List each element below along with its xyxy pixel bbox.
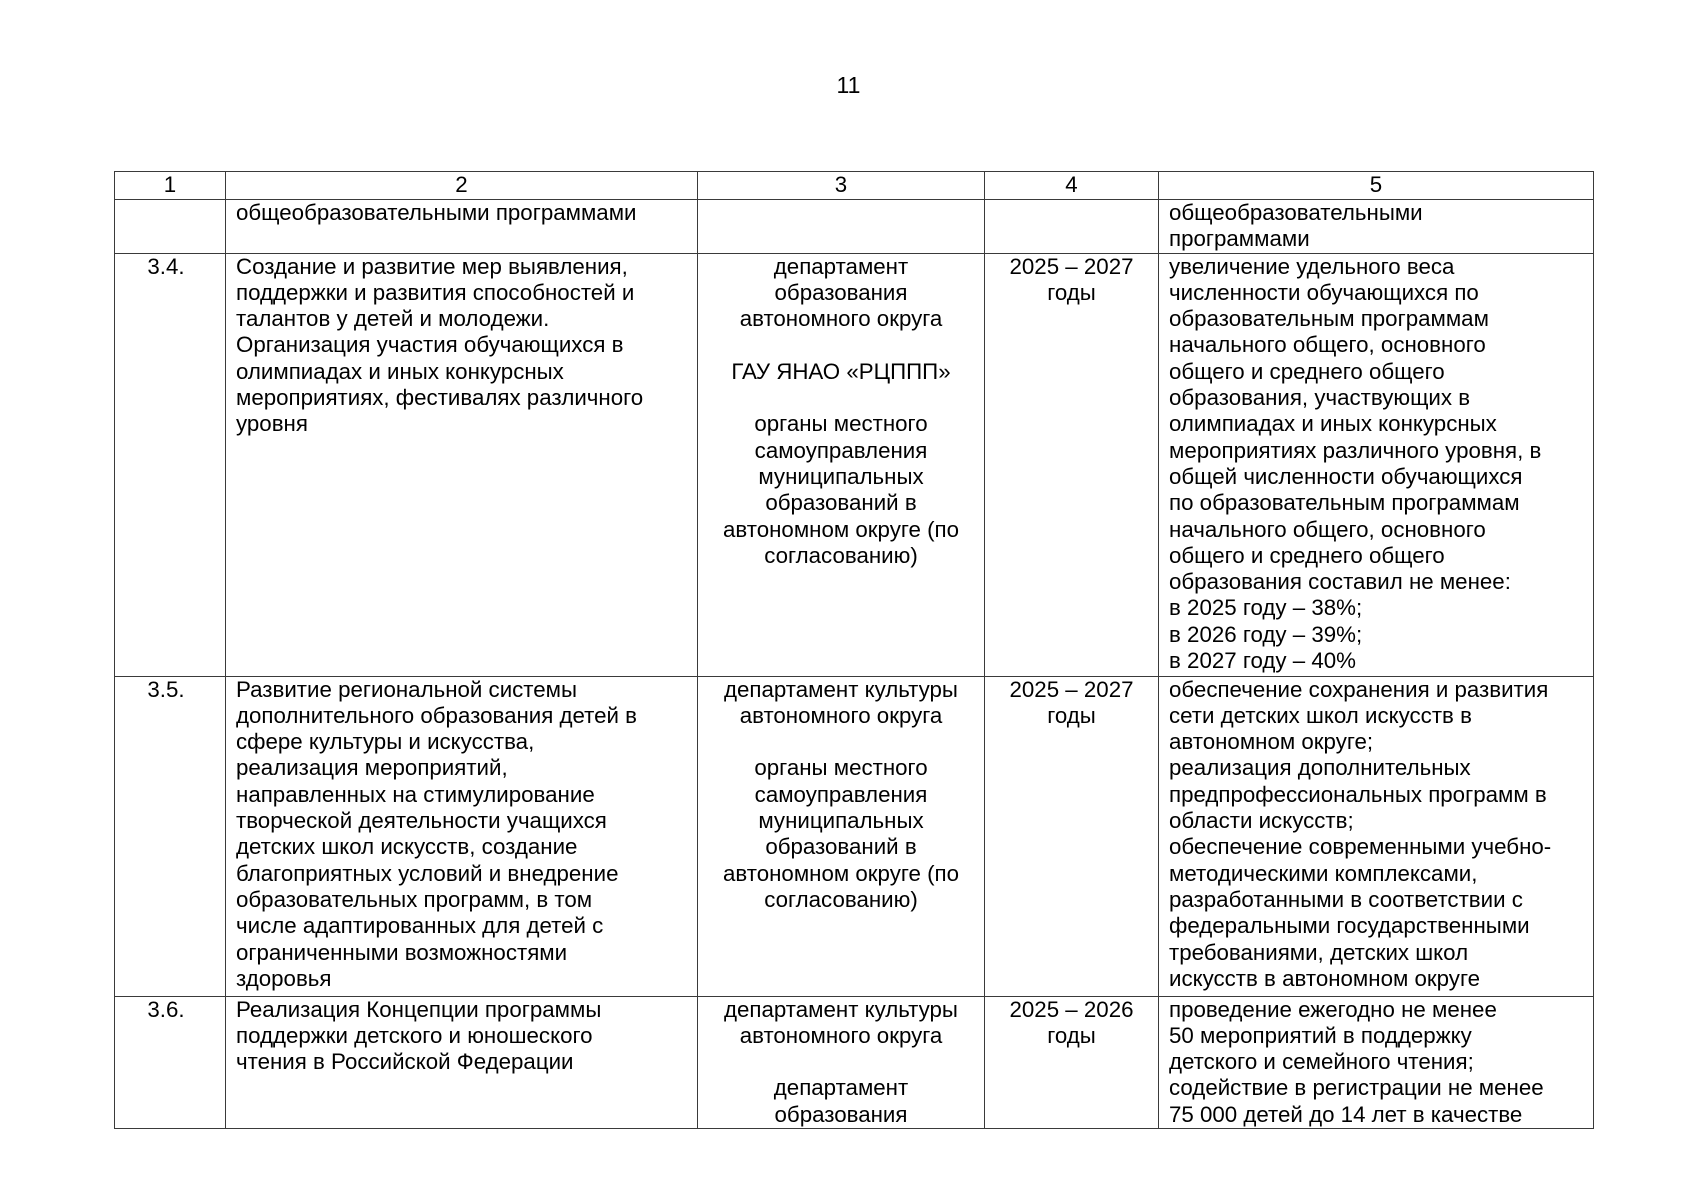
header-cell-3: 3 [698, 172, 985, 200]
table-row [115, 676, 1594, 996]
text-line: органы местного [754, 411, 928, 437]
text-line: автономном округе; [1169, 729, 1374, 755]
block-gap [708, 385, 974, 411]
text-line: образовательных программ, в том [236, 886, 593, 912]
text-line: образования [774, 1101, 908, 1127]
text-line: годы [1047, 1022, 1096, 1048]
row-number-cell: 3.5. [115, 676, 226, 996]
row-number-cell: 3.4. [115, 253, 226, 676]
text-line: департамент [773, 253, 909, 279]
text-line: департамент культуры [724, 996, 958, 1022]
text-line: содействие в регистрации не менее [1169, 1075, 1544, 1101]
text-line: 2025 – 2027 [1009, 253, 1134, 279]
term-cell [985, 253, 1159, 676]
text-line: годы [1047, 702, 1096, 728]
responsible-cell [698, 676, 985, 996]
text-line: годы [1047, 279, 1096, 305]
measure-cell [226, 676, 698, 996]
text-line: самоуправления [754, 437, 928, 463]
text-line: ограниченными возможностями [236, 939, 568, 965]
responsible-cell [698, 253, 985, 676]
result-cell [1159, 676, 1594, 996]
row-number-cell: 3.6. [115, 996, 226, 1128]
block-gap [708, 1049, 974, 1075]
continuation-row [115, 200, 1594, 254]
text-line: по образовательным программам [1169, 490, 1520, 516]
text-line: разработанными в соответствии с [1169, 886, 1523, 912]
result-cell [1159, 996, 1594, 1128]
text-line: автономного округа [739, 702, 943, 728]
text-line: 75 000 детей до 14 лет в качестве [1169, 1101, 1523, 1127]
text-line: общего и среднего общего [1169, 542, 1445, 568]
text-line: образования [774, 279, 908, 305]
text-line: муниципальных [758, 463, 924, 489]
continuation-measure-cell: общеобразовательными программами [226, 200, 698, 254]
text-line: автономном округе (по [723, 516, 959, 542]
text-line: автономном округе (по [723, 860, 959, 886]
block-gap [708, 729, 974, 755]
text-line: реализация мероприятий, [236, 755, 508, 781]
block-gap [708, 332, 974, 358]
measures-table [114, 171, 1594, 1129]
result-line: общеобразовательными [1169, 200, 1423, 225]
text-line: методическими комплексами, [1169, 860, 1478, 886]
text-line: увеличение удельного веса [1169, 253, 1455, 279]
text-line: Организация участия обучающихся в [236, 332, 624, 358]
text-line: искусств в автономном округе [1169, 965, 1480, 991]
text-line: олимпиадах и иных конкурсных [1169, 411, 1497, 437]
text-line: начального общего, основного [1169, 332, 1486, 358]
text-line: сфере культуры и искусства, [236, 729, 535, 755]
text-line: мероприятиях, фестивалях различного [236, 385, 644, 411]
text-line: муниципальных [758, 808, 924, 834]
measure-cell [226, 996, 698, 1128]
text-line: образования составил не менее: [1169, 569, 1511, 595]
text-line: общей численности обучающихся [1169, 463, 1523, 489]
result-line: программами [1169, 226, 1310, 252]
text-line: органы местного [754, 755, 928, 781]
text-line: 2025 – 2026 [1009, 996, 1134, 1022]
text-line: реализация дополнительных [1169, 755, 1471, 781]
text-line: благоприятных условий и внедрение [236, 860, 619, 886]
text-line: талантов у детей и молодежи. [236, 306, 550, 332]
text-line: области искусств; [1169, 808, 1354, 834]
term-cell [985, 996, 1159, 1128]
text-line: детского и семейного чтения; [1169, 1049, 1474, 1075]
text-line: в 2025 году – 38%; [1169, 595, 1363, 621]
header-cell-1: 1 [115, 172, 226, 200]
text-line: Развитие региональной системы [236, 676, 578, 702]
text-line: автономного округа [739, 306, 943, 332]
table-header-row [115, 172, 1594, 200]
text-line: согласованию) [764, 886, 918, 912]
text-line: образований в [765, 490, 917, 516]
measure-cell [226, 253, 698, 676]
text-line: департамент [773, 1075, 909, 1101]
text-line: уровня [236, 411, 308, 437]
page-number: 11 [836, 72, 861, 98]
text-line: образования, участвующих в [1169, 385, 1471, 411]
text-line: дополнительного образования детей в [236, 702, 638, 728]
text-line: мероприятиях различного уровня, в [1169, 437, 1542, 463]
continuation-result-cell [1159, 200, 1594, 254]
responsible-cell [698, 996, 985, 1128]
header-cell-2: 2 [226, 172, 698, 200]
continuation-num-cell [115, 200, 226, 254]
text-line: здоровья [236, 965, 332, 991]
header-cell-4: 4 [985, 172, 1159, 200]
text-line: образовательным программам [1169, 306, 1489, 332]
text-line: предпрофессиональных программ в [1169, 781, 1547, 807]
text-line: ГАУ ЯНАО «РЦППП» [731, 358, 951, 384]
text-line: обеспечение современными учебно- [1169, 834, 1552, 860]
text-line: направленных на стимулирование [236, 781, 595, 807]
text-line: проведение ежегодно не менее [1169, 996, 1497, 1022]
text-line: департамент культуры [724, 676, 958, 702]
text-line: чтения в Российской Федерации [236, 1049, 574, 1075]
text-line: автономного округа [739, 1022, 943, 1048]
text-line: поддержки детского и юношеского [236, 1022, 593, 1048]
text-line: федеральными государственными [1169, 913, 1530, 939]
text-line: общего и среднего общего [1169, 358, 1445, 384]
continuation-responsible-cell [698, 200, 985, 254]
text-line: числе адаптированных для детей с [236, 913, 604, 939]
table-row [115, 996, 1594, 1128]
text-line: сети детских школ искусств в [1169, 702, 1472, 728]
text-line: в 2026 году – 39%; [1169, 621, 1363, 647]
text-line: Реализация Концепции программы [236, 996, 602, 1022]
text-line: творческой деятельности учащихся [236, 808, 607, 834]
text-line: поддержки и развития способностей и [236, 279, 635, 305]
text-line: 2025 – 2027 [1009, 676, 1134, 702]
text-line: образований в [765, 834, 917, 860]
term-cell [985, 676, 1159, 996]
text-line: олимпиадах и иных конкурсных [236, 358, 564, 384]
text-line: начального общего, основного [1169, 516, 1486, 542]
result-cell [1159, 253, 1594, 676]
table-row [115, 253, 1594, 676]
text-line: Создание и развитие мер выявления, [236, 253, 628, 279]
text-line: обеспечение сохранения и развития [1169, 676, 1549, 702]
text-line: численности обучающихся по [1169, 279, 1479, 305]
text-line: в 2027 году – 40% [1169, 648, 1356, 674]
header-cell-5: 5 [1159, 172, 1594, 200]
text-line: согласованию) [764, 542, 918, 568]
text-line: самоуправления [754, 781, 928, 807]
continuation-term-cell [985, 200, 1159, 254]
text-line: детских школ искусств, создание [236, 834, 578, 860]
text-line: требованиями, детских школ [1169, 939, 1469, 965]
text-line: 50 мероприятий в поддержку [1169, 1022, 1472, 1048]
